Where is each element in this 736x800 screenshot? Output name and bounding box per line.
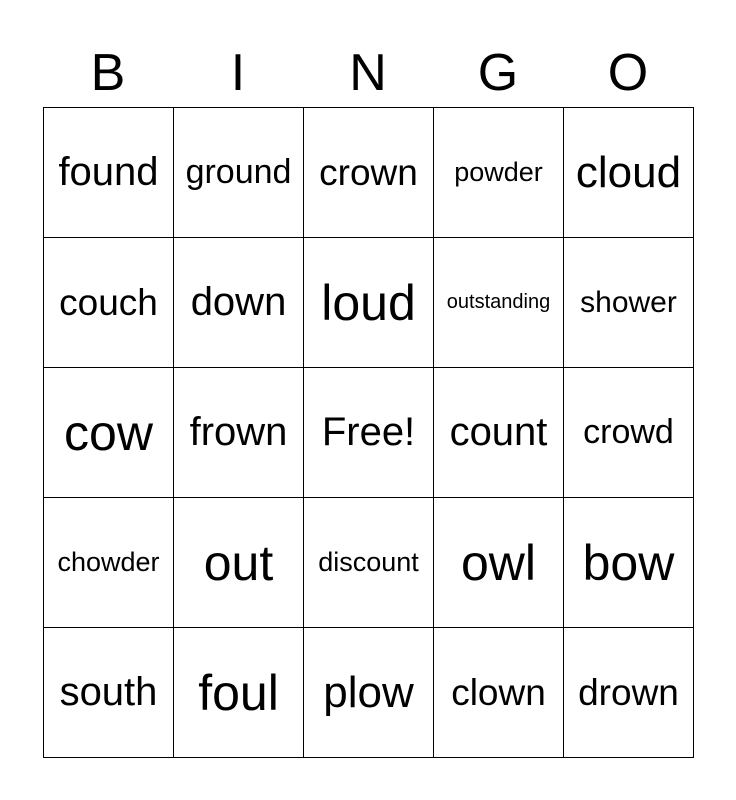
bingo-cell[interactable]: cloud (564, 108, 694, 238)
bingo-cell[interactable]: couch (44, 238, 174, 368)
bingo-cell[interactable]: drown (564, 628, 694, 758)
bingo-cell[interactable]: powder (434, 108, 564, 238)
bingo-cell[interactable]: south (44, 628, 174, 758)
bingo-cell[interactable]: down (174, 238, 304, 368)
bingo-cell[interactable]: found (44, 108, 174, 238)
bingo-cell[interactable]: count (434, 368, 564, 498)
bingo-cell[interactable]: crowd (564, 368, 694, 498)
bingo-cell[interactable]: foul (174, 628, 304, 758)
header-letter-o: O (607, 44, 649, 102)
header-letter-g: G (477, 44, 519, 102)
bingo-board (43, 107, 694, 758)
bingo-cell[interactable]: crown (304, 108, 434, 238)
bingo-cell[interactable]: frown (174, 368, 304, 498)
bingo-cell[interactable]: cow (44, 368, 174, 498)
bingo-cell[interactable]: outstanding (434, 238, 564, 368)
header-letter-i: I (230, 44, 246, 102)
bingo-cell[interactable]: shower (564, 238, 694, 368)
header-letter-n: N (349, 44, 387, 102)
bingo-cell[interactable]: ground (174, 108, 304, 238)
bingo-cell[interactable]: loud (304, 238, 434, 368)
bingo-cell[interactable]: clown (434, 628, 564, 758)
bingo-cell[interactable]: out (174, 498, 304, 628)
bingo-cell[interactable]: Free! (304, 368, 434, 498)
bingo-header (43, 42, 693, 108)
bingo-cell[interactable]: discount (304, 498, 434, 628)
bingo-cell[interactable]: bow (564, 498, 694, 628)
header-letter-b: B (90, 44, 126, 102)
bingo-cell[interactable]: plow (304, 628, 434, 758)
bingo-cell[interactable]: chowder (44, 498, 174, 628)
bingo-cell[interactable]: owl (434, 498, 564, 628)
